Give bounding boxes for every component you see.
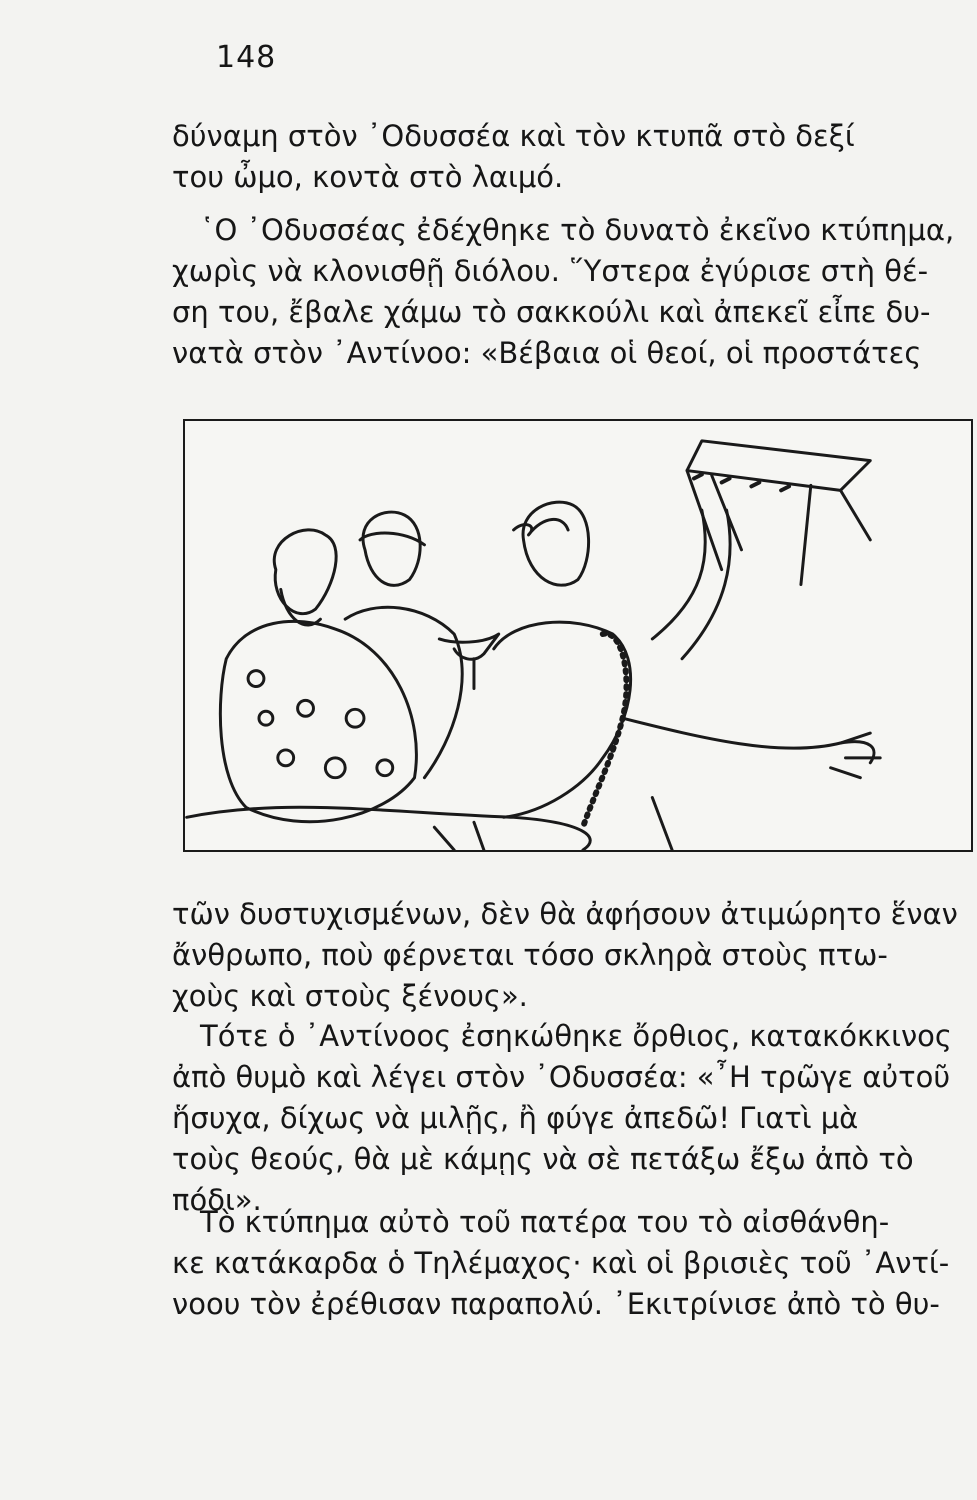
text-line: χωρὶς νὰ κλονισθῇ διόλου. ῞Υστερα ἐγύρισε στὴ θέ- — [172, 254, 929, 288]
text-line: νοου τὸν ἐρέθισαν παραπολύ. ᾿Εκιτρίνισε ἀπὸ τὸ θυ- — [172, 1287, 940, 1321]
text-line: Τὸ κτύπημα αὐτὸ τοῦ πατέρα του τὸ αἰσθάνθη- — [200, 1205, 890, 1239]
paragraph — [172, 1202, 962, 1325]
bearded-man — [220, 530, 416, 822]
illustration-drawing — [185, 421, 971, 850]
text-line: νατὰ στὸν ᾿Αντίνοο: «Βέβαια οἱ θεοί, οἱ προστάτες — [172, 336, 922, 370]
text-line: του ὦμο, κοντὰ στὸ λαιμό. — [172, 160, 564, 194]
text-line: τοὺς θεούς, θὰ μὲ κάμῃς νὰ σὲ πετάξω ἔξω ἀπὸ τὸ — [172, 1142, 914, 1176]
footstool — [687, 441, 870, 585]
paragraph — [172, 894, 962, 1017]
young-man-with-cup — [345, 512, 499, 778]
text-line: δύναμη στὸν ᾿Οδυσσέα καὶ τὸν κτυπᾶ στὸ δεξί — [172, 119, 855, 153]
paragraph — [172, 210, 962, 374]
text-line: ἥσυχα, δίχως νὰ μιλῇς, ἢ φύγε ἀπεδῶ! Γιατὶ μὰ — [172, 1101, 859, 1135]
text-line: ῾Ο ᾿Οδυσσέας ἐδέχθηκε τὸ δυνατὸ ἐκεῖνο κτύπημα, — [200, 213, 955, 247]
text-line: τῶν δυστυχισμένων, δὲν θὰ ἀφήσουν ἀτιμώρητο ἕναν — [172, 897, 958, 931]
text-line: ση του, ἔβαλε χάμω τὸ σακκούλι καὶ ἀπεκεῖ εἶπε δυ- — [172, 295, 931, 329]
text-line: πόδι». — [172, 1183, 262, 1217]
text-line: ἀπὸ θυμὸ καὶ λέγει στὸν ᾿Οδυσσέα: «῏Η τρῶγε αὐτοῦ — [172, 1060, 951, 1094]
text-line: χοὺς καὶ στοὺς ξένους». — [172, 979, 528, 1013]
youth-figure — [494, 502, 880, 827]
paragraph — [172, 116, 962, 198]
text-line: ἄνθρωπο, ποὺ φέρνεται τόσο σκληρὰ στοὺς πτω- — [172, 938, 888, 972]
paragraph — [172, 1016, 962, 1221]
page-number: 148 — [216, 40, 277, 75]
illustration-suitors-feast — [183, 419, 973, 852]
text-line: Τότε ὁ ᾿Αντίνοος ἐσηκώθηκε ὄρθιος, κατακόκκινος — [200, 1019, 952, 1053]
text-line: κε κατάκαρδα ὁ Τηλέμαχος· καὶ οἱ βρισιὲς τοῦ ᾿Αντί- — [172, 1246, 950, 1280]
